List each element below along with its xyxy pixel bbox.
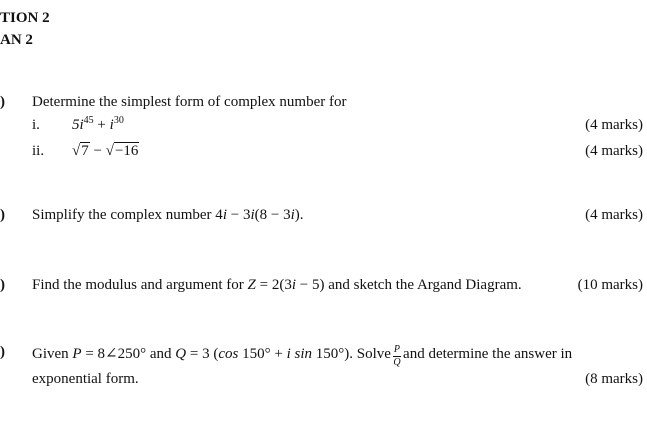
- p-over-q-fraction: $\frac{P}{Q}$: [393, 344, 401, 368]
- question-2-marks: (4 marks): [585, 207, 643, 223]
- question-1-part-ii-label: ii.: [32, 143, 45, 159]
- question-4-marks: (8 marks): [585, 371, 643, 387]
- question-1-part-ii-marks: (4 marks): [585, 143, 643, 159]
- question-1-part-ii-expression: √7 − √−16: [72, 143, 139, 159]
- question-1-text: Determine the simplest form of complex number for: [32, 94, 347, 110]
- plan-heading: AN 2: [0, 32, 33, 48]
- question-3-text: Find the modulus and argument for Z = 2(3i − 5) and sketch the Argand Diagram.: [32, 277, 522, 293]
- question-1-part-i-expression: $5i^{45} + i^{30}$: [72, 115, 124, 133]
- question-1-part-i-label: i.: [32, 117, 40, 133]
- section-heading: TION 2: [0, 10, 50, 26]
- question-4-text-line2: exponential form.: [32, 371, 139, 387]
- question-2-bullet: ): [0, 207, 5, 223]
- question-3-marks: (10 marks): [577, 277, 643, 293]
- question-3-bullet: ): [0, 277, 5, 293]
- question-2-text: Simplify the complex number 4i − 3i(8 − 3i).: [32, 207, 304, 223]
- question-4-bullet: ): [0, 344, 5, 360]
- question-4-text-line1: Given P = 8∠250° and Q = 3 (cos 150° + i sin 150°). Solve $\frac{P}{Q}$ and determine the answer in: [32, 344, 573, 368]
- question-1-part-i-marks: (4 marks): [585, 117, 643, 133]
- question-1-bullet: ): [0, 94, 5, 110]
